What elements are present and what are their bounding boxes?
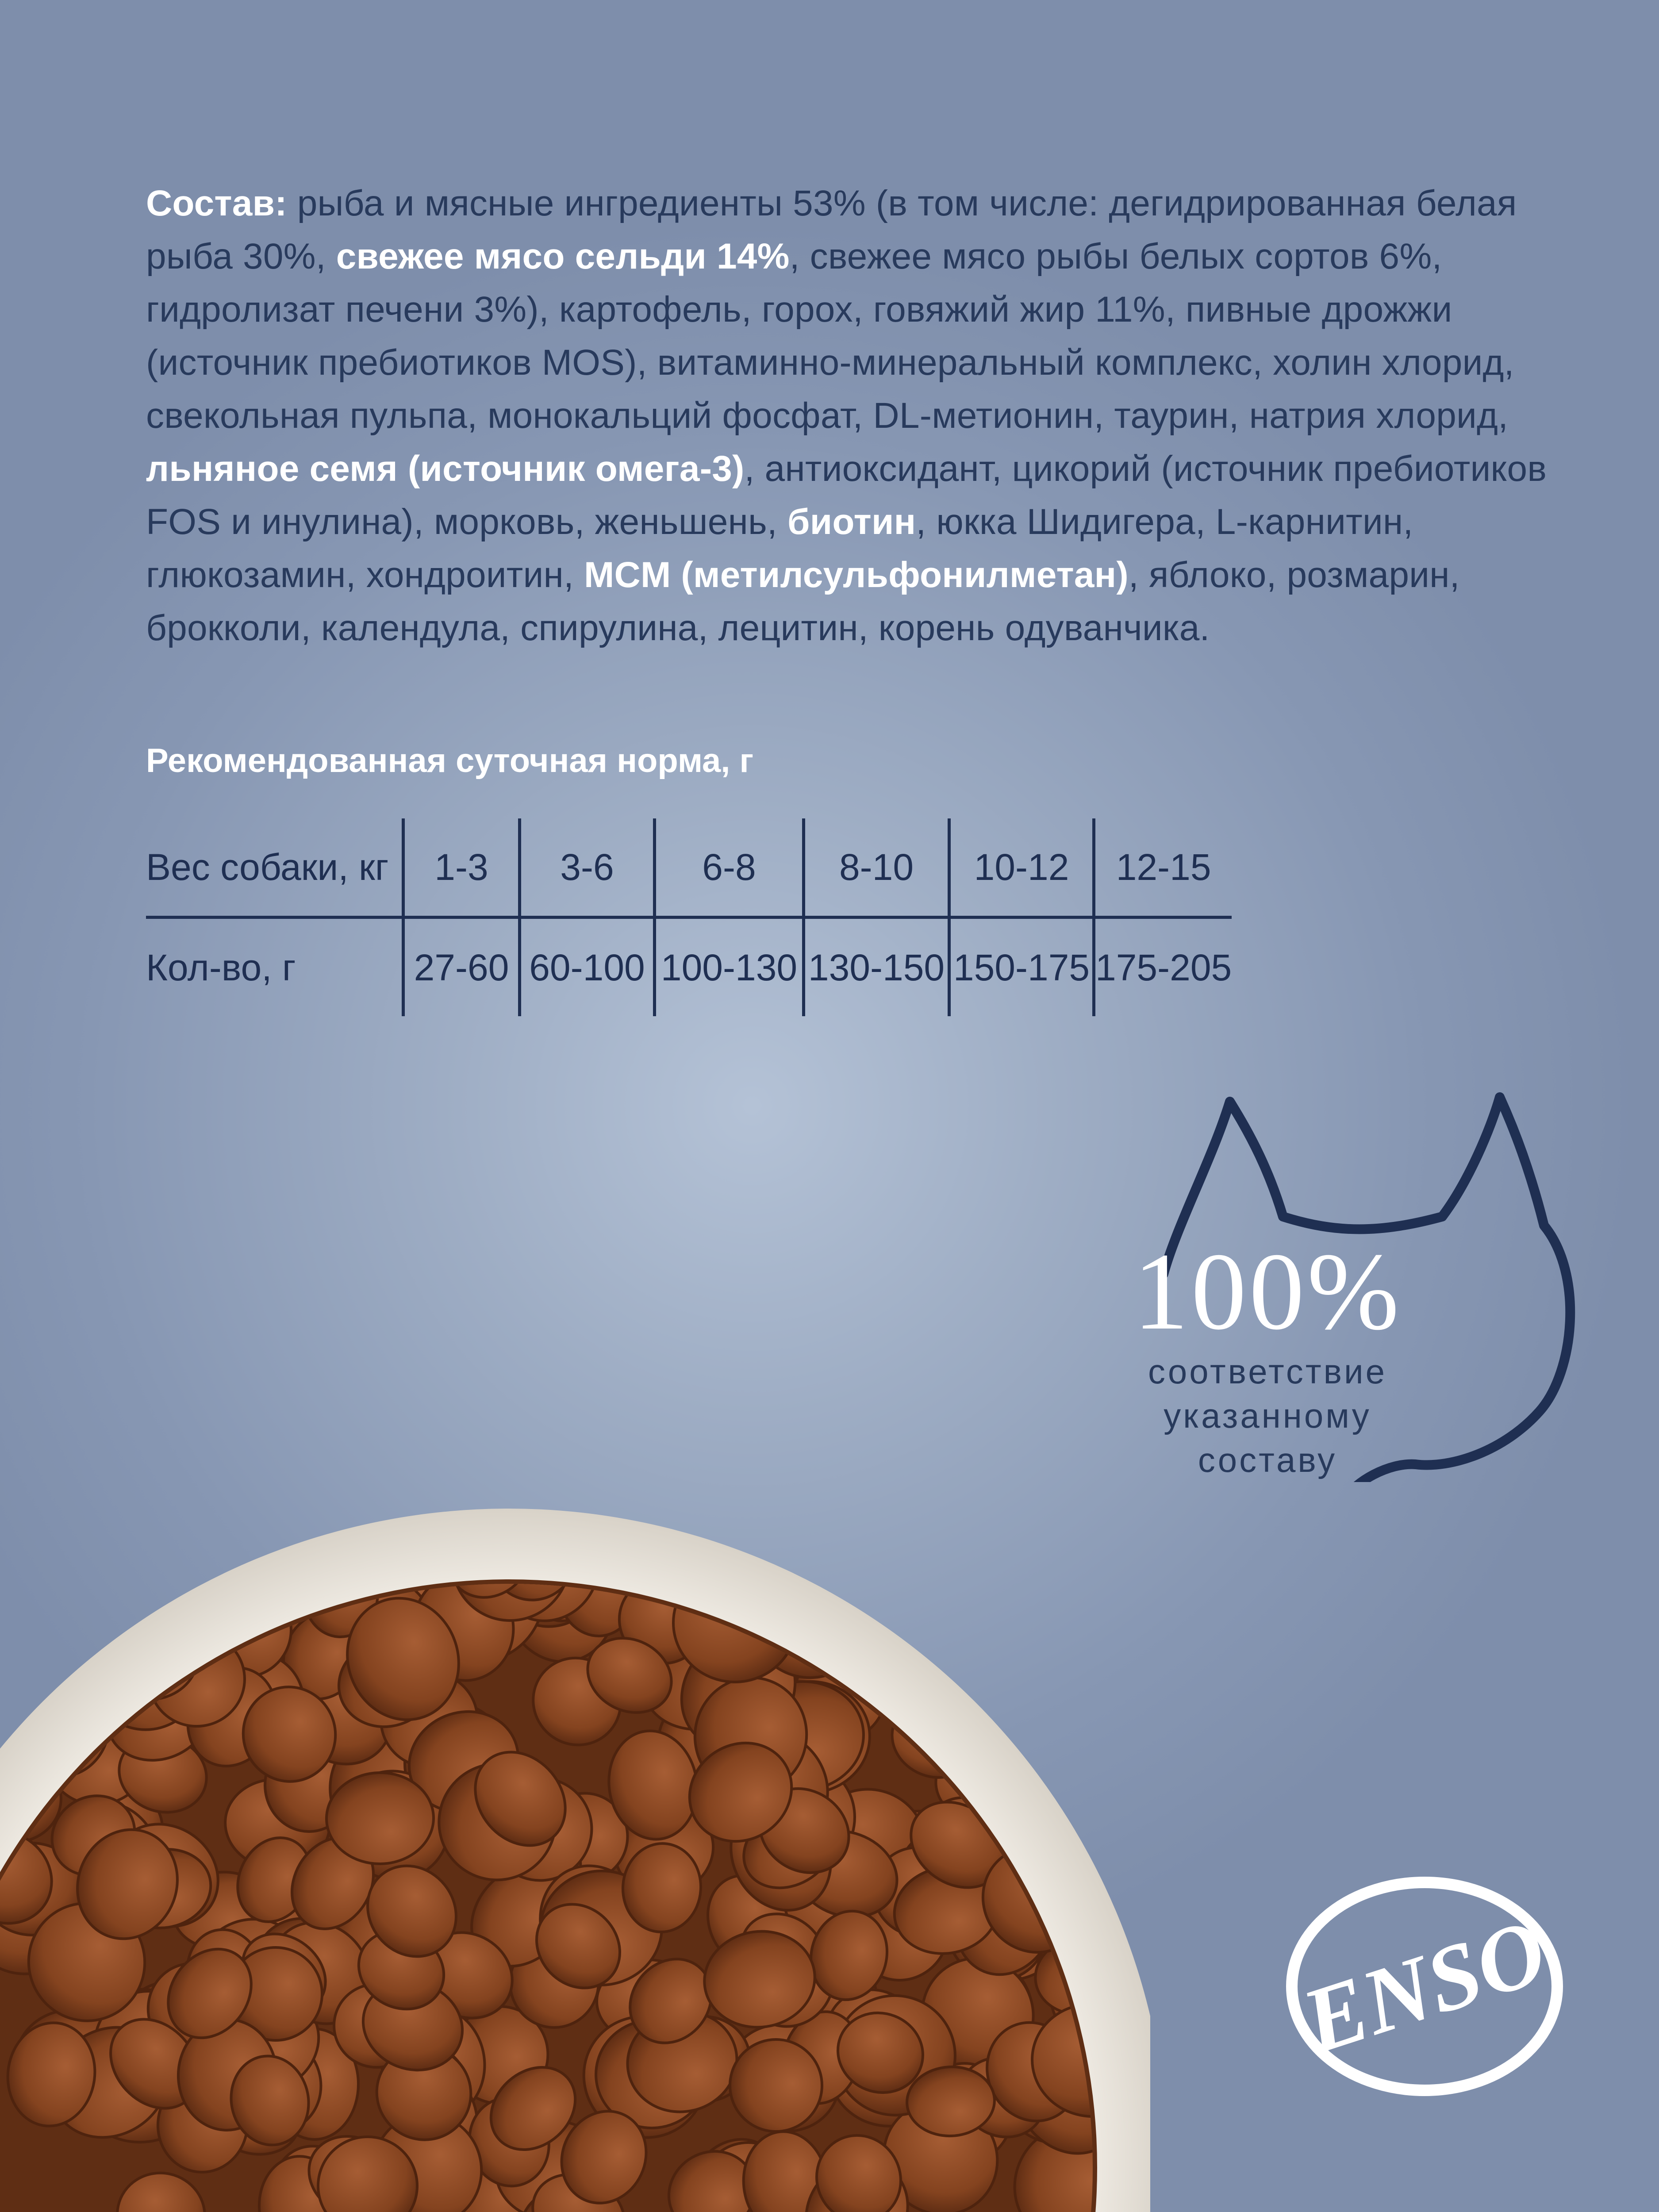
table-row-amount bbox=[146, 918, 1232, 1017]
kibble-piece bbox=[948, 1567, 1078, 1691]
badge-line-3: составу bbox=[1198, 1440, 1337, 1479]
weight-cell: 8-10 bbox=[804, 818, 949, 918]
weight-cell: 1-3 bbox=[403, 818, 520, 918]
kibble-piece bbox=[992, 1612, 1089, 1692]
composition-part-3: , антиоксидант, цикорий (источник пребиотиков FOS и инулина), морковь, женьшень, bbox=[146, 449, 1547, 542]
kibble-piece bbox=[0, 1491, 113, 1647]
composition-part-1: рыба и мясные ингредиенты 53% (в том числе: дегидрированная белая рыба 30%, bbox=[146, 183, 1517, 276]
weight-cell: 6-8 bbox=[655, 818, 804, 918]
kibble-piece bbox=[326, 1772, 434, 1865]
composition-label: Состав: bbox=[146, 183, 287, 223]
amount-cell: 175-205 bbox=[1094, 918, 1232, 1017]
amount-cell: 60-100 bbox=[520, 918, 655, 1017]
badge-line-2: указанному bbox=[1164, 1396, 1371, 1435]
amount-cell: 150-175 bbox=[949, 918, 1094, 1017]
amount-cell: 130-150 bbox=[804, 918, 949, 1017]
kibble-piece bbox=[53, 1497, 178, 1622]
kibble-piece bbox=[1037, 1509, 1129, 1595]
composition-part-2: , свежее мясо рыбы белых сортов 6%, гидролизат печени 3%), картофель, горох, говяжий жир 11%, пивные дрожжи (источник пребиотиков MOS), витаминно-минеральный комплекс, холин хлорид, свекольная пульпа, монокальций фосфат, DL-метионин, таурин, натрия хлорид, bbox=[146, 236, 1514, 436]
table-row-weight bbox=[146, 818, 1232, 918]
kibble-piece bbox=[967, 1609, 1070, 1719]
feeding-table-title: Рекомендованная суточная норма, г bbox=[146, 742, 754, 780]
weight-cell: 12-15 bbox=[1094, 818, 1232, 918]
kibble-piece bbox=[0, 1494, 117, 1651]
composition-text bbox=[146, 177, 1548, 655]
composition-highlight-flaxseed: льняное семя (источник омега-3) bbox=[146, 449, 745, 489]
kibble-pile bbox=[0, 1479, 1150, 2212]
badge-line-1: соответствие bbox=[1148, 1352, 1387, 1391]
kibble-piece bbox=[982, 1553, 1105, 1667]
kibble-piece bbox=[1000, 1486, 1135, 1621]
weight-cell: 10-12 bbox=[949, 818, 1094, 918]
amount-cell: 27-60 bbox=[403, 918, 520, 1017]
weight-cell: 3-6 bbox=[520, 818, 655, 918]
feeding-table bbox=[146, 818, 1232, 1016]
logo-text: ENSO bbox=[1290, 1899, 1559, 2074]
composition-part-5: , яблоко, розмарин, брокколи, календула, спирулина, лецитин, корень одуванчика. bbox=[146, 555, 1460, 648]
composition-part-4: , юкка Шидигера, L-карнитин, глюкозамин, хондроитин, bbox=[146, 502, 1413, 595]
amount-label: Кол-во, г bbox=[146, 946, 296, 988]
composition-highlight-biotin: биотин bbox=[787, 502, 916, 542]
composition-highlight-msm: MCM (метилсульфонилметан) bbox=[584, 555, 1129, 595]
weight-label: Вес собаки, кг bbox=[146, 818, 403, 918]
kibble-piece bbox=[1061, 1509, 1148, 1607]
kibble-piece bbox=[1010, 1567, 1119, 1674]
composition-highlight-herring: свежее мясо сельди 14% bbox=[336, 236, 790, 276]
kibble-piece bbox=[43, 1552, 141, 1638]
kibble-piece bbox=[1029, 1670, 1147, 1790]
kibble-piece bbox=[950, 1491, 1111, 1652]
badge-percent: 100% bbox=[1133, 1230, 1402, 1353]
kibble-bowl-image bbox=[0, 1239, 1150, 2212]
amount-cell: 100-130 bbox=[655, 918, 804, 1017]
enso-logo bbox=[1283, 1871, 1566, 2101]
